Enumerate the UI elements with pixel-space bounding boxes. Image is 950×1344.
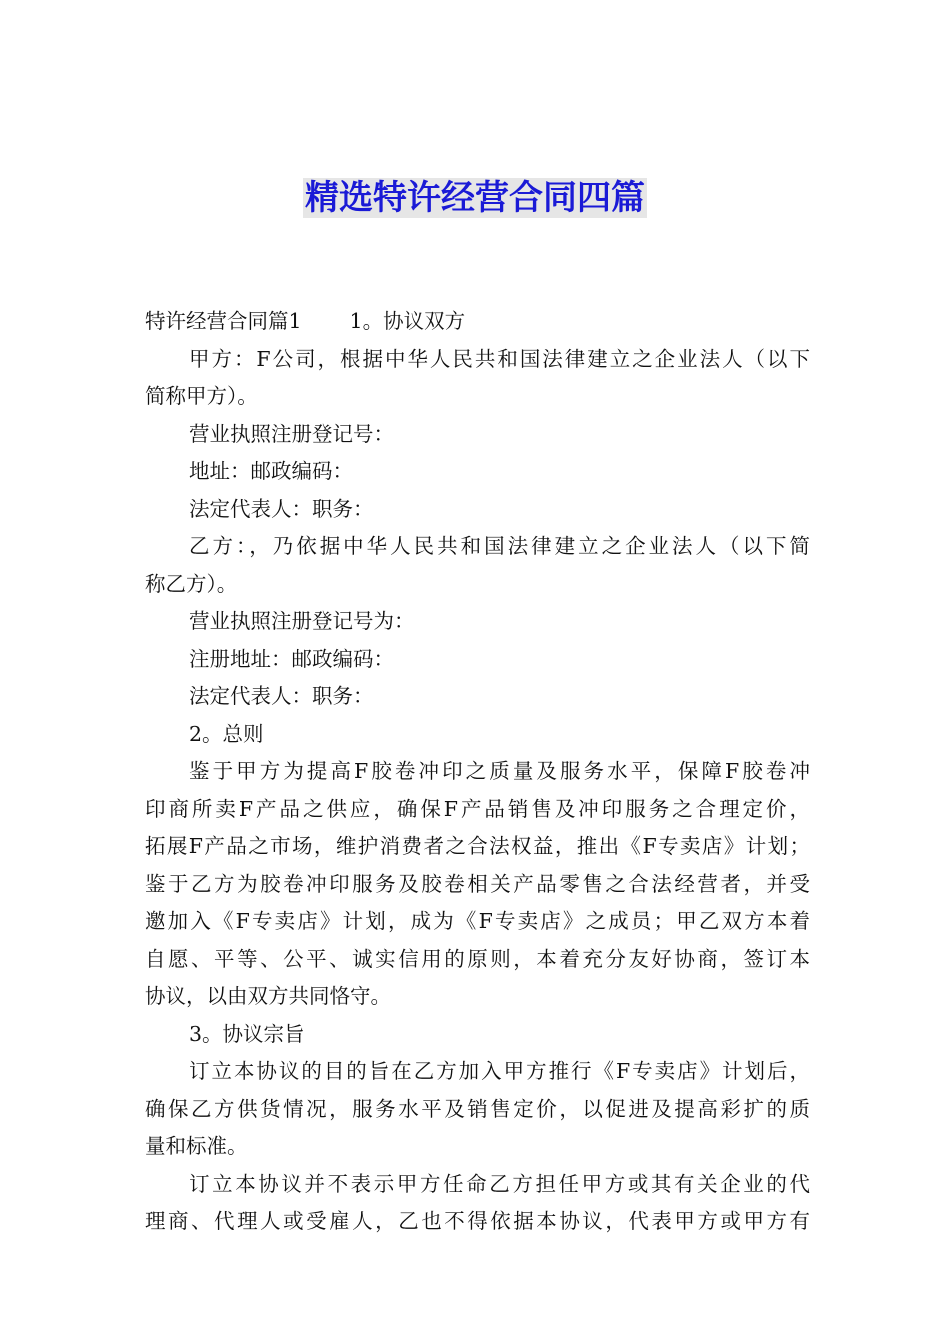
section-heading: 特许经营合同篇1 <box>145 309 302 333</box>
paragraph-line: 法定代表人：职务： <box>189 496 374 521</box>
paragraph-line: 鉴于乙方为胶卷冲印服务及胶卷相关产品零售之合法经营者，并受 <box>145 871 810 896</box>
paragraph-line: 拓展F产品之市场，维护消费者之合法权益，推出《F专卖店》计划； <box>145 834 810 858</box>
paragraph-line: 甲方：F公司，根据中华人民共和国法律建立之企业法人（以下 <box>189 346 810 371</box>
clause-heading: 1。协议双方 <box>349 309 466 333</box>
paragraph-line: 简称甲方）。 <box>145 384 258 408</box>
paragraph-line: 称乙方）。 <box>145 571 238 596</box>
paragraph-line: 2。总则 <box>189 721 264 746</box>
paragraph-line: 协议，以由双方共同恪守。 <box>145 984 391 1008</box>
paragraph-line: 法定代表人：职务： <box>189 684 374 708</box>
paragraph-line: 订立本协议并不表示甲方任命乙方担任甲方或其有关企业的代 <box>189 1171 810 1196</box>
paragraph-line: 订立本协议的目的旨在乙方加入甲方推行《F专卖店》计划后， <box>189 1059 810 1083</box>
paragraph-line: 营业执照注册登记号： <box>189 421 394 446</box>
paragraph-line <box>145 303 810 341</box>
paragraph-line: 邀加入《F专卖店》计划，成为《F专卖店》之成员；甲乙双方本着 <box>145 909 810 933</box>
title-text: 精选特许经营合同四篇 <box>305 178 645 218</box>
paragraph-line: 印商所卖F产品之供应，确保F产品销售及冲印服务之合理定价， <box>145 796 810 821</box>
paragraph-line: 鉴于甲方为提高F胶卷冲印之质量及服务水平，保障F胶卷冲 <box>189 759 810 783</box>
paragraph-line: 确保乙方供货情况，服务水平及销售定价，以促进及提高彩扩的质 <box>145 1096 810 1121</box>
paragraph-line: 理商、代理人或受雇人，乙也不得依据本协议，代表甲方或甲方有 <box>145 1209 810 1233</box>
paragraph-line: 3。协议宗旨 <box>189 1021 305 1046</box>
document-title <box>0 174 950 222</box>
paragraph-line: 乙方：，乃依据中华人民共和国法律建立之企业法人（以下简 <box>189 534 810 558</box>
paragraph-line: 自愿、平等、公平、诚实信用的原则，本着充分友好协商，签订本 <box>145 946 810 971</box>
paragraph-line: 注册地址：邮政编码： <box>189 646 394 671</box>
document-body <box>145 303 810 1241</box>
paragraph-line: 量和标准。 <box>145 1134 248 1158</box>
paragraph-line: 地址：邮政编码： <box>189 459 353 483</box>
paragraph-line: 营业执照注册登记号为： <box>189 609 415 633</box>
